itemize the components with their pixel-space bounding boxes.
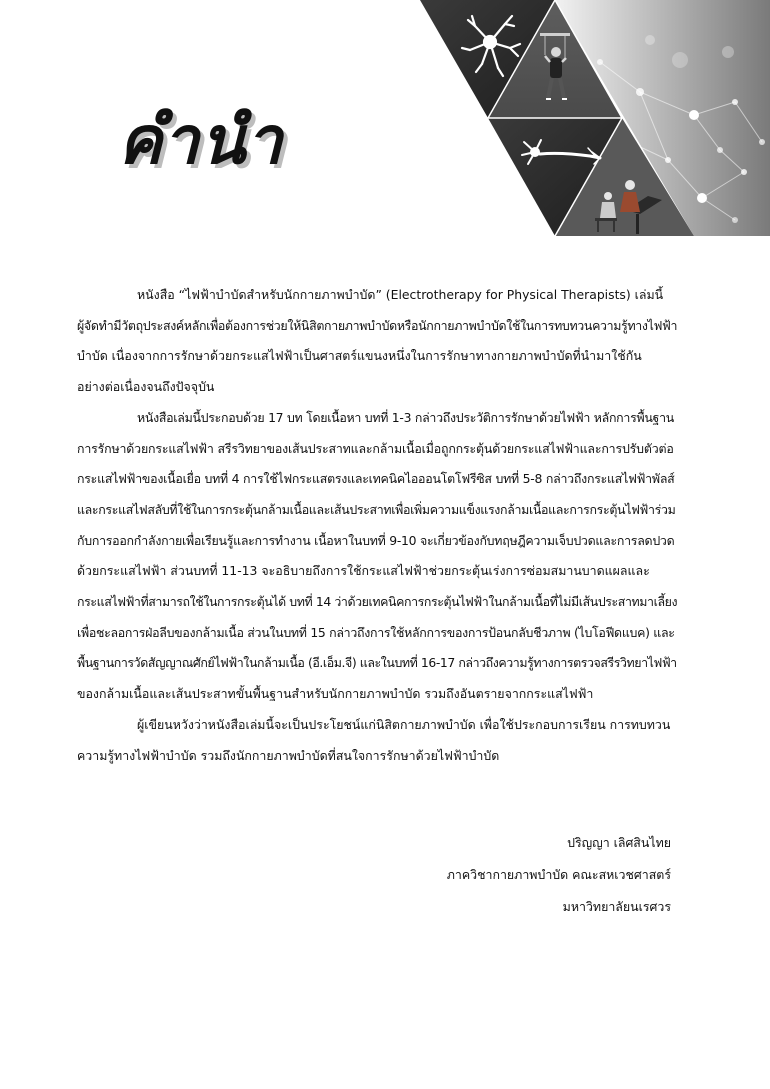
author-department: ภาควิชากายภาพบำบัด คณะสหเวชศาสตร์: [446, 867, 671, 882]
text-line: ผู้จัดทำมีวัตถุประสงค์หลักเพื่อต้องการช่วยให้นิสิตกายภาพบำบัดหรือนักกายภาพบำบัดใช้ในการทบทวนความรู้ทางไฟฟ้า: [77, 317, 678, 333]
text-line: พื้นฐานการวัดสัญญาณศักย์ไฟฟ้าในกล้ามเนื้อ (อี.เอ็ม.จี) และในบทที่ 16-17 กล่าวถึงความรู้ทางการตรวจสรีรวิทยาไฟฟ้า: [77, 655, 677, 671]
signature-block: [447, 827, 671, 923]
text-line: เพื่อชะลอการฝ่อลีบของกล้ามเนื้อ ส่วนในบทที่ 15 กล่าวถึงการใช้หลักการของการป้อนกลับชีวภาพ (ไบโอฟีดแบค) และ: [77, 624, 675, 640]
text-line: หนังสือ “ไฟฟ้าบำบัดสำหรับนักกายภาพบำบัด” (Electrotherapy for Physical Therapists) เล่มนี้: [137, 287, 664, 302]
header-graphic: [0, 0, 770, 240]
text-line: บำบัด เนื่องจากการรักษาด้วยกระแสไฟฟ้าเป็นศาสตร์แขนงหนึ่งในการรักษาทางกายภาพบำบัดที่นำมาใช้กัน: [77, 348, 642, 364]
paragraph: [77, 280, 678, 403]
author-name: ปริญญา เลิศสินไทย: [567, 835, 671, 850]
text-line: การรักษาด้วยกระแสไฟฟ้า สรีรวิทยาของเส้นประสาทและกล้ามเนื้อเมื่อถูกกระตุ้นด้วยกระแสไฟฟ้าและการปรับตัวต่อ: [77, 440, 674, 456]
body-text: [77, 280, 678, 771]
text-line: กระแสไฟฟ้าที่สามารถใช้ในการกระตุ้นได้ บทที่ 14 ว่าด้วยเทคนิคการกระตุ้นไฟฟ้าในกล้ามเนื้อที่ไม่มีเส้นประสาทมาเลี้ยง: [77, 594, 678, 610]
text-line: กระแสไฟฟ้าของเนื้อเยื่อ บทที่ 4 การใช้ไฟกระแสตรงและเทคนิคไอออนโตโฟรีซิส บทที่ 5-8 กล่าวถึงกระแสไฟฟ้าพัลส์: [77, 471, 675, 487]
text-line: ด้วยกระแสไฟฟ้า ส่วนบทที่ 11-13 จะอธิบายถึงการใช้กระแสไฟฟ้าช่วยกระตุ้นเร่งการซ่อมสมานบาดแผลและ: [77, 563, 650, 579]
text-line: กับการออกกำลังกายเพื่อเรียนรู้และการทำงาน เนื้อหาในบทที่ 9-10 จะเกี่ยวข้องกับทฤษฎีความเจ็บปวดและการลดปวด: [77, 532, 675, 548]
author-university: มหาวิทยาลัยนเรศวร: [562, 899, 671, 914]
text-line: อย่างต่อเนื่องจนถึงปัจจุบัน: [77, 379, 215, 395]
text-line: หนังสือเล่มนี้ประกอบด้วย 17 บท โดยเนื้อหา บทที่ 1-3 กล่าวถึงประวัติการรักษาด้วยไฟฟ้า หลักการพื้นฐาน: [137, 409, 674, 425]
text-line: และกระแสไฟสลับที่ใช้ในการกระตุ้นกล้ามเนื้อและเส้นประสาทเพื่อเพิ่มความแข็งแรงกล้ามเนื้อและการกระตุ้นไฟฟ้าร่วม: [77, 501, 676, 517]
text-line: ของกล้ามเนื้อและเส้นประสาทขั้นพื้นฐานสำหรับนักกายภาพบำบัด รวมถึงอันตรายจากกระแสไฟฟ้า: [77, 686, 594, 702]
text-line: ความรู้ทางไฟฟ้าบำบัด รวมถึงนักกายภาพบำบัดที่สนใจการรักษาด้วยไฟฟ้าบำบัด: [77, 747, 500, 763]
page-title: คำนำ: [118, 102, 284, 179]
text-line: ผู้เขียนหวังว่าหนังสือเล่มนี้จะเป็นประโยชน์แก่นิสิตกายภาพบำบัด เพื่อใช้ประกอบการเรียน การทบทวน: [137, 716, 671, 732]
paragraph: [77, 710, 671, 771]
paragraph: [77, 403, 678, 710]
